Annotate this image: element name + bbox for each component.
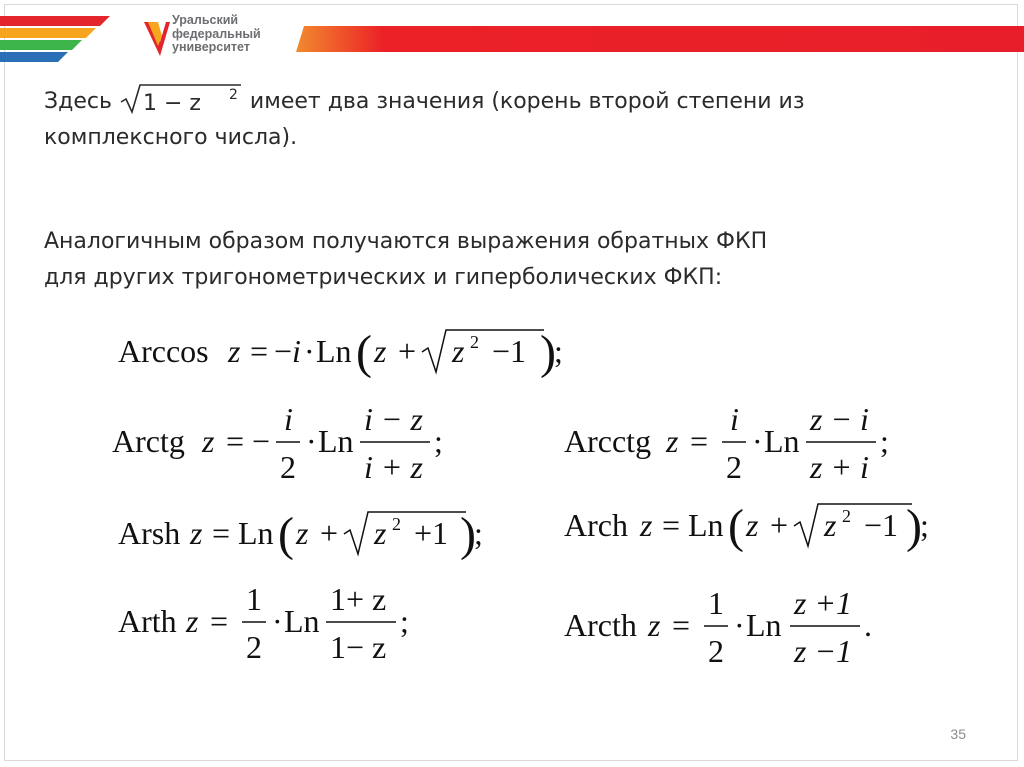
- stripe-green: [0, 40, 82, 50]
- arccos-rad: z: [452, 333, 465, 369]
- arccos-arg: z: [374, 333, 387, 369]
- arcctg-coef-den: 2: [726, 449, 742, 485]
- arch-rparen: ): [906, 500, 922, 553]
- arctg-coef-den: 2: [280, 449, 296, 485]
- arcth-name: Arcth: [564, 607, 637, 643]
- arctg-sign: −: [252, 423, 271, 459]
- arcctg-num: z − i: [810, 401, 869, 437]
- brand-stripes: [0, 14, 110, 64]
- arcctg-ln: Ln: [764, 423, 800, 459]
- arccos-lparen: (: [356, 326, 372, 379]
- arch-arg: z: [746, 507, 759, 543]
- arctg-end: ;: [434, 423, 443, 459]
- arcth-end: .: [864, 607, 872, 643]
- arcth-ln: Ln: [746, 607, 782, 643]
- arcctg-end: ;: [880, 423, 889, 459]
- arsh-var: z: [190, 515, 203, 551]
- university-line-3: университет: [172, 40, 250, 54]
- inline-sqrt: [119, 82, 243, 120]
- arcctg-coef-num: i: [730, 401, 739, 437]
- stripe-blue: [0, 52, 68, 62]
- arth-num: 1+ z: [330, 581, 387, 617]
- arsh-rparen: ): [460, 508, 476, 561]
- arccos-eq: =: [250, 333, 269, 369]
- arth-var: z: [186, 603, 199, 639]
- arccos-name: Arccos: [118, 333, 209, 369]
- arch-eq: =: [662, 507, 681, 543]
- arcctg-dot: ·: [752, 423, 763, 459]
- arch-lparen: (: [728, 500, 744, 553]
- arccos-exp: 2: [470, 332, 479, 352]
- arsh-end: ;: [474, 515, 483, 551]
- arsh-ln: Ln: [238, 515, 274, 551]
- arsh-eq: =: [212, 515, 231, 551]
- arch-plus: +: [770, 507, 789, 543]
- arccos-ln: Ln: [316, 333, 352, 369]
- inline-sqrt-exp: 2: [228, 87, 238, 103]
- stripe-red: [0, 16, 110, 26]
- page-number: 35: [950, 726, 966, 742]
- university-line-2: федеральный: [172, 26, 261, 41]
- arctg-num: i − z: [364, 401, 423, 437]
- arch-end: ;: [920, 507, 929, 543]
- stripe-orange: [0, 28, 96, 38]
- arccos-var: z: [228, 333, 241, 369]
- arch-exp: 2: [842, 506, 851, 526]
- arccos-plus: +: [398, 333, 417, 369]
- arsh-plus: +: [320, 515, 339, 551]
- arctg-var: z: [202, 423, 215, 459]
- arsh-tail: +1: [414, 515, 449, 551]
- arcth-num: z +1: [794, 585, 853, 621]
- arch-rad: z: [824, 507, 837, 543]
- arctg-den: i + z: [364, 449, 423, 485]
- p1-line2: комплексного числа).: [44, 125, 298, 150]
- formula-arth: [118, 578, 458, 674]
- arcth-dot: ·: [734, 607, 745, 643]
- arth-end: ;: [400, 603, 409, 639]
- arcth-eq: =: [672, 607, 691, 643]
- arcctg-den: z + i: [810, 449, 869, 485]
- arcctg-var: z: [666, 423, 679, 459]
- arcth-var: z: [648, 607, 661, 643]
- formula-arsh: [118, 500, 518, 570]
- arth-den: 1− z: [330, 629, 387, 665]
- arccos-dot: ·: [304, 333, 315, 369]
- paragraph-sqrt-note: [44, 82, 984, 156]
- university-name: [172, 14, 261, 55]
- arsh-rad: z: [374, 515, 387, 551]
- arch-name: Arch: [564, 507, 628, 543]
- p1-rest: имеет два значения (корень второй степени из: [249, 89, 805, 114]
- arccos-i: i: [292, 333, 301, 369]
- university-line-1: Уральский: [172, 13, 239, 27]
- arccos-tail: −1: [492, 333, 527, 369]
- p1-prefix: Здесь: [44, 89, 112, 114]
- arcth-coef-num: 1: [708, 585, 724, 621]
- arsh-name: Arsh: [118, 515, 181, 551]
- formula-arcth: [564, 582, 904, 678]
- arctg-name: Arctg: [112, 423, 185, 459]
- arccos-end: ;: [554, 333, 563, 369]
- arsh-lparen: (: [278, 508, 294, 561]
- formula-arccos: [118, 318, 578, 388]
- arctg-eq: =: [226, 423, 245, 459]
- arch-tail: −1: [864, 507, 899, 543]
- formula-arcctg: [564, 398, 924, 494]
- inline-sqrt-expr: 1 − z: [142, 91, 201, 116]
- arctg-coef-num: i: [284, 401, 293, 437]
- arctg-ln: Ln: [318, 423, 354, 459]
- header-bar: [296, 24, 1024, 54]
- formula-arctg: [112, 398, 472, 494]
- arch-var: z: [640, 507, 653, 543]
- p2-line2: для других тригонометрических и гиперболических ФКП:: [44, 265, 723, 290]
- arcctg-eq: =: [690, 423, 709, 459]
- inline-sqrt-svg: [119, 82, 243, 116]
- p2-line1: Аналогичным образом получаются выражения обратных ФКП: [44, 229, 768, 254]
- arccos-rparen: ): [540, 326, 556, 379]
- arcth-coef-den: 2: [708, 633, 724, 669]
- paragraph-analogous: [44, 224, 984, 296]
- arcctg-name: Arcctg: [564, 423, 652, 459]
- arth-coef-den: 2: [246, 629, 262, 665]
- arth-name: Arth: [118, 603, 177, 639]
- arcth-den: z −1: [794, 633, 853, 669]
- arsh-exp: 2: [392, 514, 401, 534]
- arth-eq: =: [210, 603, 229, 639]
- arch-ln: Ln: [688, 507, 724, 543]
- arccos-minus: −: [274, 333, 293, 369]
- arsh-arg: z: [296, 515, 309, 551]
- formula-arch: [564, 492, 964, 562]
- arctg-dot: ·: [306, 423, 317, 459]
- arth-dot: ·: [272, 603, 283, 639]
- arth-coef-num: 1: [246, 581, 262, 617]
- arth-ln: Ln: [284, 603, 320, 639]
